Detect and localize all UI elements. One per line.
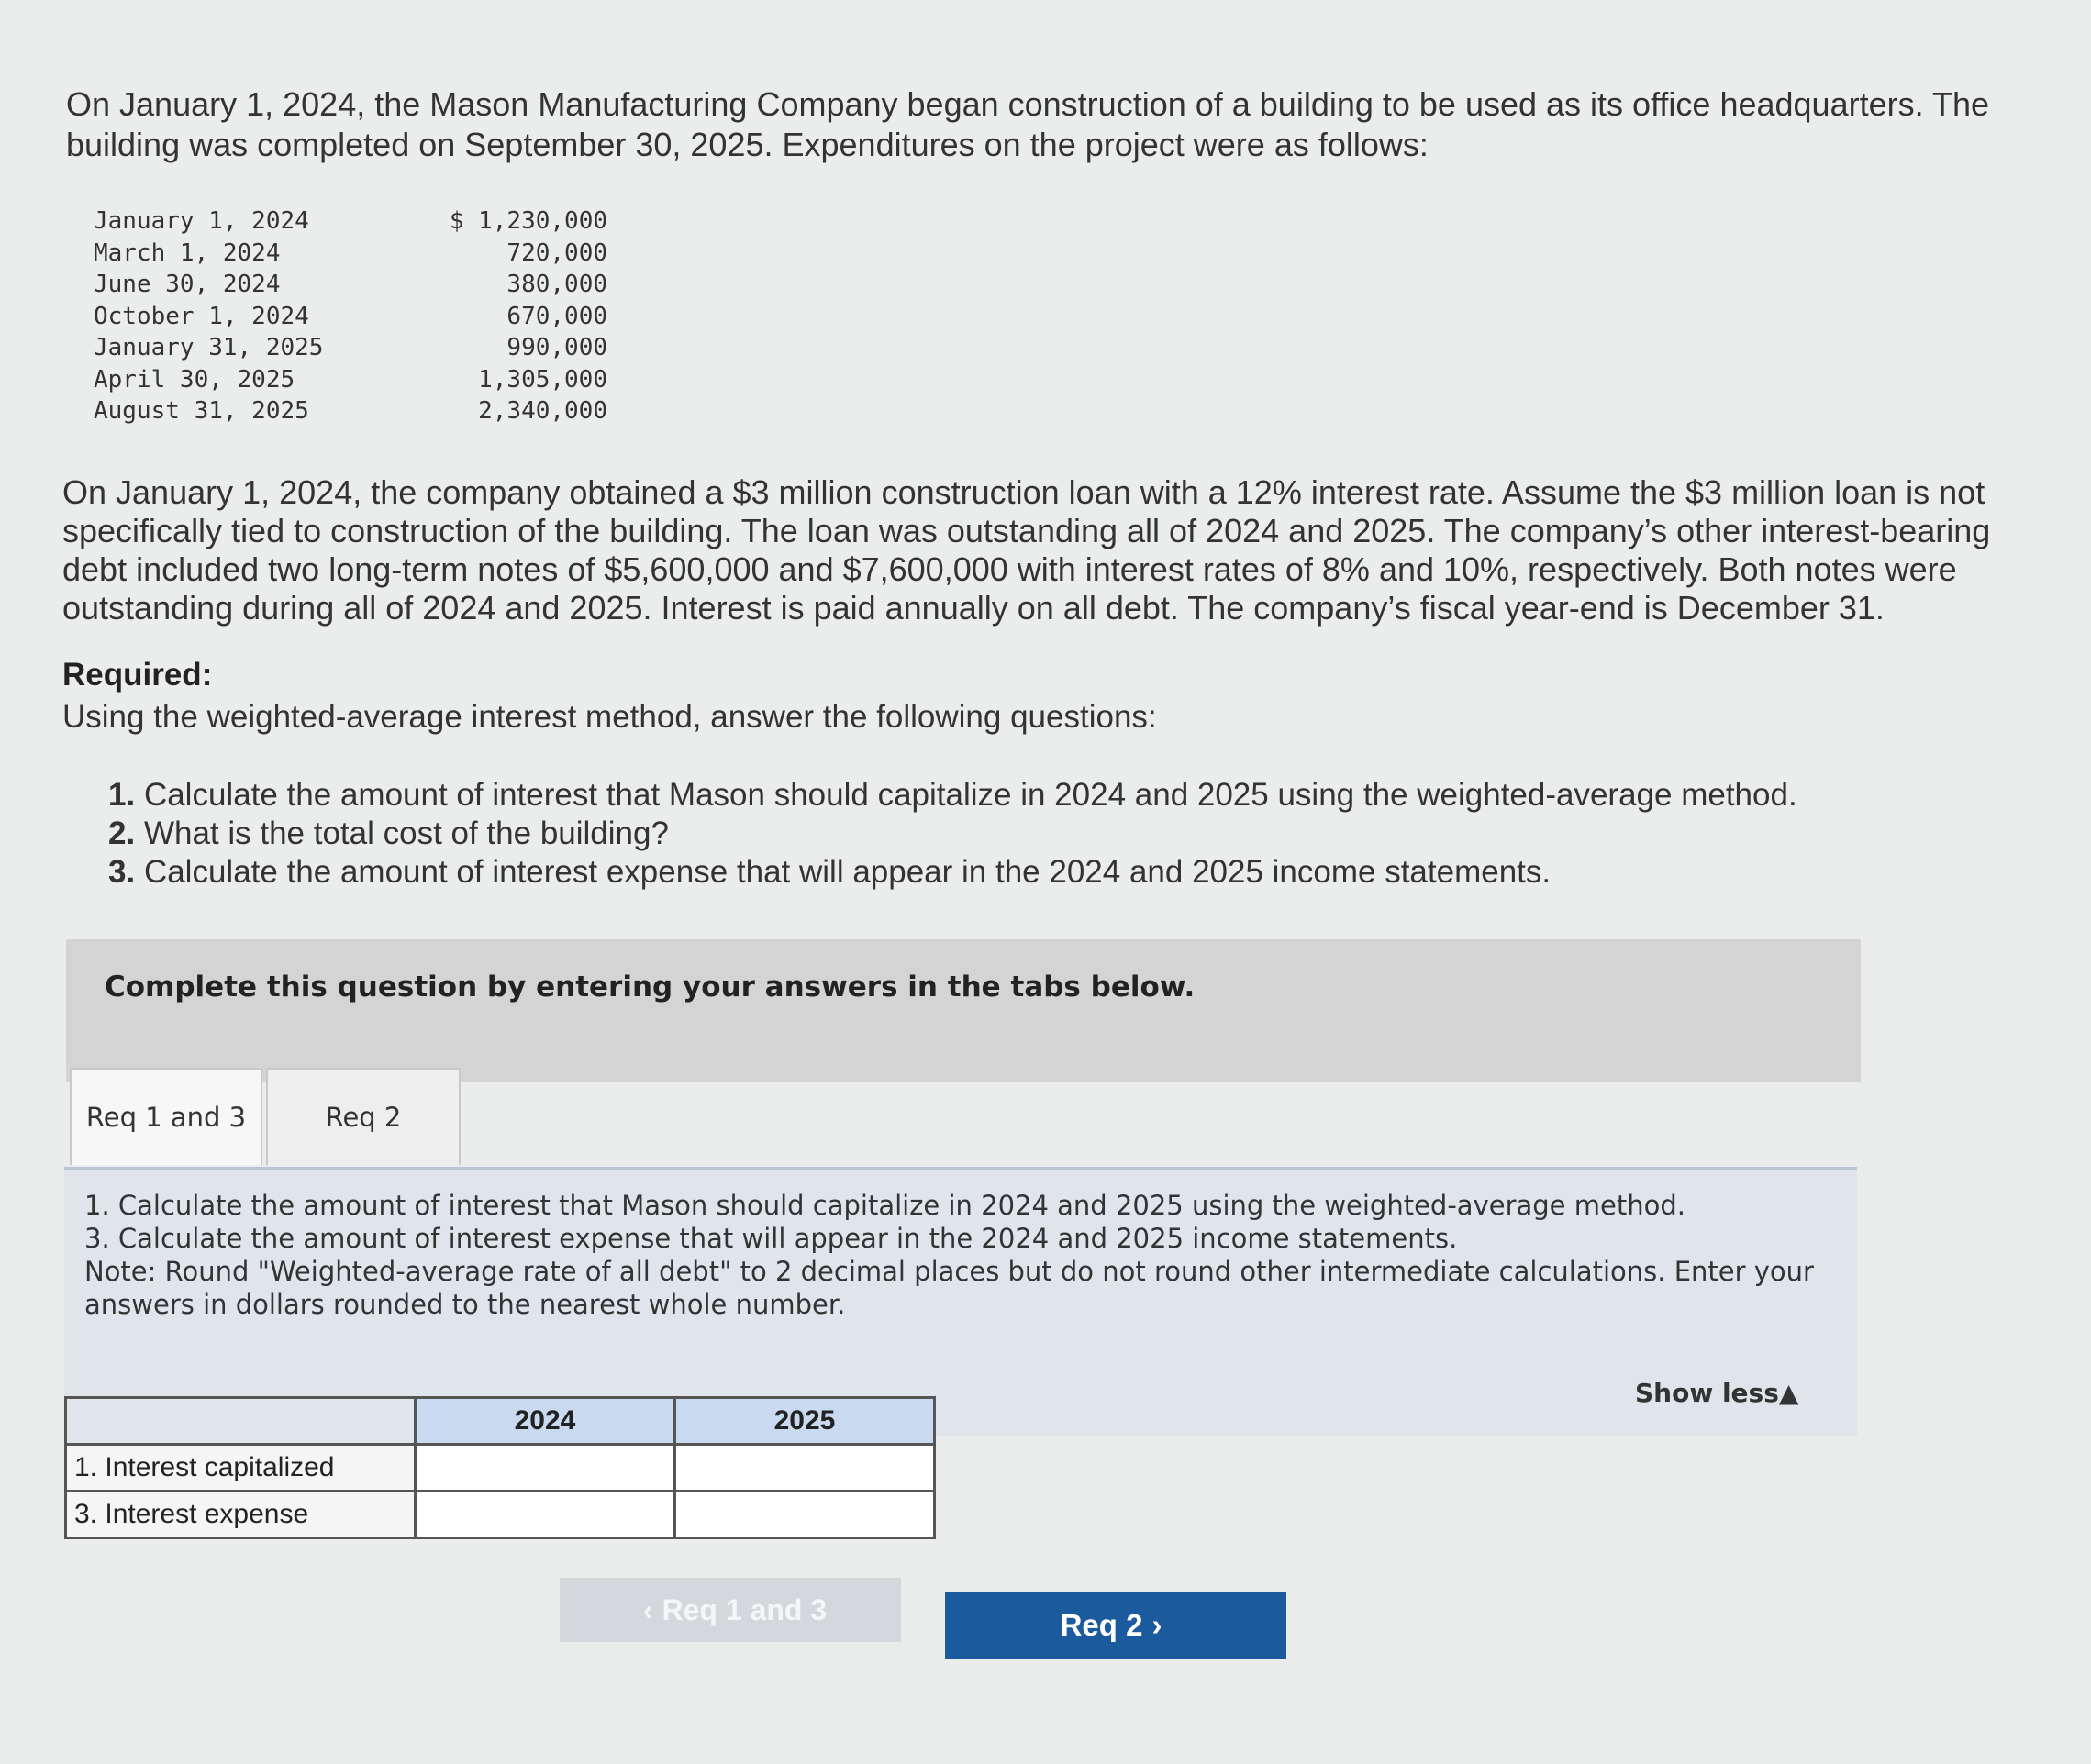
prev-req-label: Req 1 and 3 — [662, 1592, 828, 1626]
column-header-2025: 2025 — [675, 1398, 935, 1445]
row-label-interest-expense: 3. Interest expense — [66, 1492, 416, 1538]
panel-line-3: 3. Calculate the amount of interest expense that will appear in the 2024 and 2025 income statements. — [84, 1223, 1458, 1254]
expenditure-amount: 990,000 — [506, 334, 607, 361]
expenditure-amount: 670,000 — [506, 302, 607, 330]
interest-expense-2025-cell[interactable] — [675, 1492, 935, 1538]
expenditure-amount: 2,340,000 — [478, 397, 607, 425]
loan-paragraph: On January 1, 2024, the company obtained a $3 million construction loan with a 12% interest rate. Assume the $3 million loan is not specifically tied to construction of the building. The loan was outstanding all of 2024 and 2025. The company’s other interest-bearing debt included two long-term notes of $5,600,000 and $7,600,000 with interest rates of 8% and 10%, respectively. Both notes were outstanding during all of 2024 and 2025. Interest is paid annually on all debt. The company’s fiscal year-end is December 31. — [62, 473, 1991, 627]
column-header-2024: 2024 — [416, 1398, 675, 1445]
expenditure-date: October 1, 2024 — [94, 302, 309, 330]
panel-note: Note: Round "Weighted-average rate of all debt" to 2 decimal places but do not round other intermediate calculations. Enter your answers in dollars rounded to the nearest whole number. — [84, 1256, 1814, 1320]
table-row — [66, 1492, 935, 1538]
answer-table — [64, 1396, 936, 1539]
question-number: 1. — [108, 777, 136, 813]
table-row — [94, 238, 607, 270]
expenditure-date: March 1, 2024 — [94, 239, 281, 267]
question-text: Calculate the amount of interest that Mason should capitalize in 2024 and 2025 using the weighted-average method. — [143, 777, 1797, 813]
table-row — [94, 332, 607, 364]
table-header-row — [66, 1398, 935, 1445]
expenditure-date: January 31, 2025 — [94, 334, 324, 361]
interest-expense-2024-cell[interactable] — [416, 1492, 675, 1538]
list-item — [108, 815, 2035, 853]
required-heading: Required: — [62, 657, 213, 693]
expenditure-amount: 380,000 — [506, 271, 607, 298]
table-row — [66, 1445, 935, 1492]
header-blank-cell — [66, 1398, 416, 1445]
expenditure-date: April 30, 2025 — [94, 365, 295, 394]
tab-req-2[interactable]: Req 2 — [266, 1068, 461, 1165]
table-row — [94, 364, 607, 396]
interest-expense-2025-input[interactable] — [676, 1492, 933, 1537]
prev-req-button[interactable] — [560, 1578, 901, 1642]
expenditure-amount: $ 1,230,000 — [449, 207, 607, 235]
chevron-right-icon: › — [1151, 1608, 1162, 1642]
next-req-label: Req 2 — [1060, 1608, 1143, 1642]
panel-line-1: 1. Calculate the amount of interest that Mason should capitalize in 2024 and 2025 using the weighted-average method. — [84, 1190, 1685, 1221]
interest-expense-2024-input[interactable] — [417, 1492, 673, 1537]
tab-req-1-and-3[interactable]: Req 1 and 3 — [70, 1068, 262, 1165]
table-row — [94, 205, 607, 238]
expenditure-date: August 31, 2025 — [94, 397, 309, 425]
expenditure-amount: 720,000 — [506, 239, 607, 267]
table-row — [94, 269, 607, 301]
question-list — [108, 776, 2035, 892]
expenditure-date: January 1, 2024 — [94, 207, 309, 235]
question-text: What is the total cost of the building? — [143, 815, 669, 851]
interest-capitalized-2024-input[interactable] — [417, 1446, 673, 1490]
show-less-toggle[interactable] — [1635, 1378, 1798, 1408]
expenditures-table — [94, 205, 607, 427]
table-row — [94, 395, 607, 427]
list-item — [108, 776, 2035, 815]
show-less-label: Show less — [1635, 1378, 1779, 1408]
question-text: Calculate the amount of interest expense that will appear in the 2024 and 2025 income statements. — [143, 854, 1552, 890]
expenditure-date: June 30, 2024 — [94, 271, 281, 298]
list-item — [108, 853, 2035, 892]
triangle-up-icon: ▲ — [1778, 1378, 1799, 1408]
question-number: 2. — [108, 815, 136, 851]
intro-paragraph: On January 1, 2024, the Mason Manufacturing Company began construction of a building to be used as its office headquarters. The building was completed on September 30, 2025. Expenditures on the project were as follows: — [66, 85, 1989, 163]
interest-capitalized-2024-cell[interactable] — [416, 1445, 675, 1492]
next-req-button[interactable] — [945, 1592, 1286, 1659]
banner-text: Complete this question by entering your answers in the tabs below. — [105, 971, 1196, 1004]
interest-capitalized-2025-input[interactable] — [676, 1446, 933, 1490]
panel-instructions — [84, 1189, 1828, 1321]
question-number: 3. — [108, 854, 136, 890]
interest-capitalized-2025-cell[interactable] — [675, 1445, 935, 1492]
chevron-left-icon: ‹ — [642, 1592, 653, 1626]
required-instruction: Using the weighted-average interest method, answer the following questions: — [62, 699, 1157, 735]
expenditure-amount: 1,305,000 — [478, 365, 607, 394]
row-label-interest-capitalized: 1. Interest capitalized — [66, 1445, 416, 1492]
table-row — [94, 301, 607, 333]
instruction-banner — [66, 939, 1861, 1082]
